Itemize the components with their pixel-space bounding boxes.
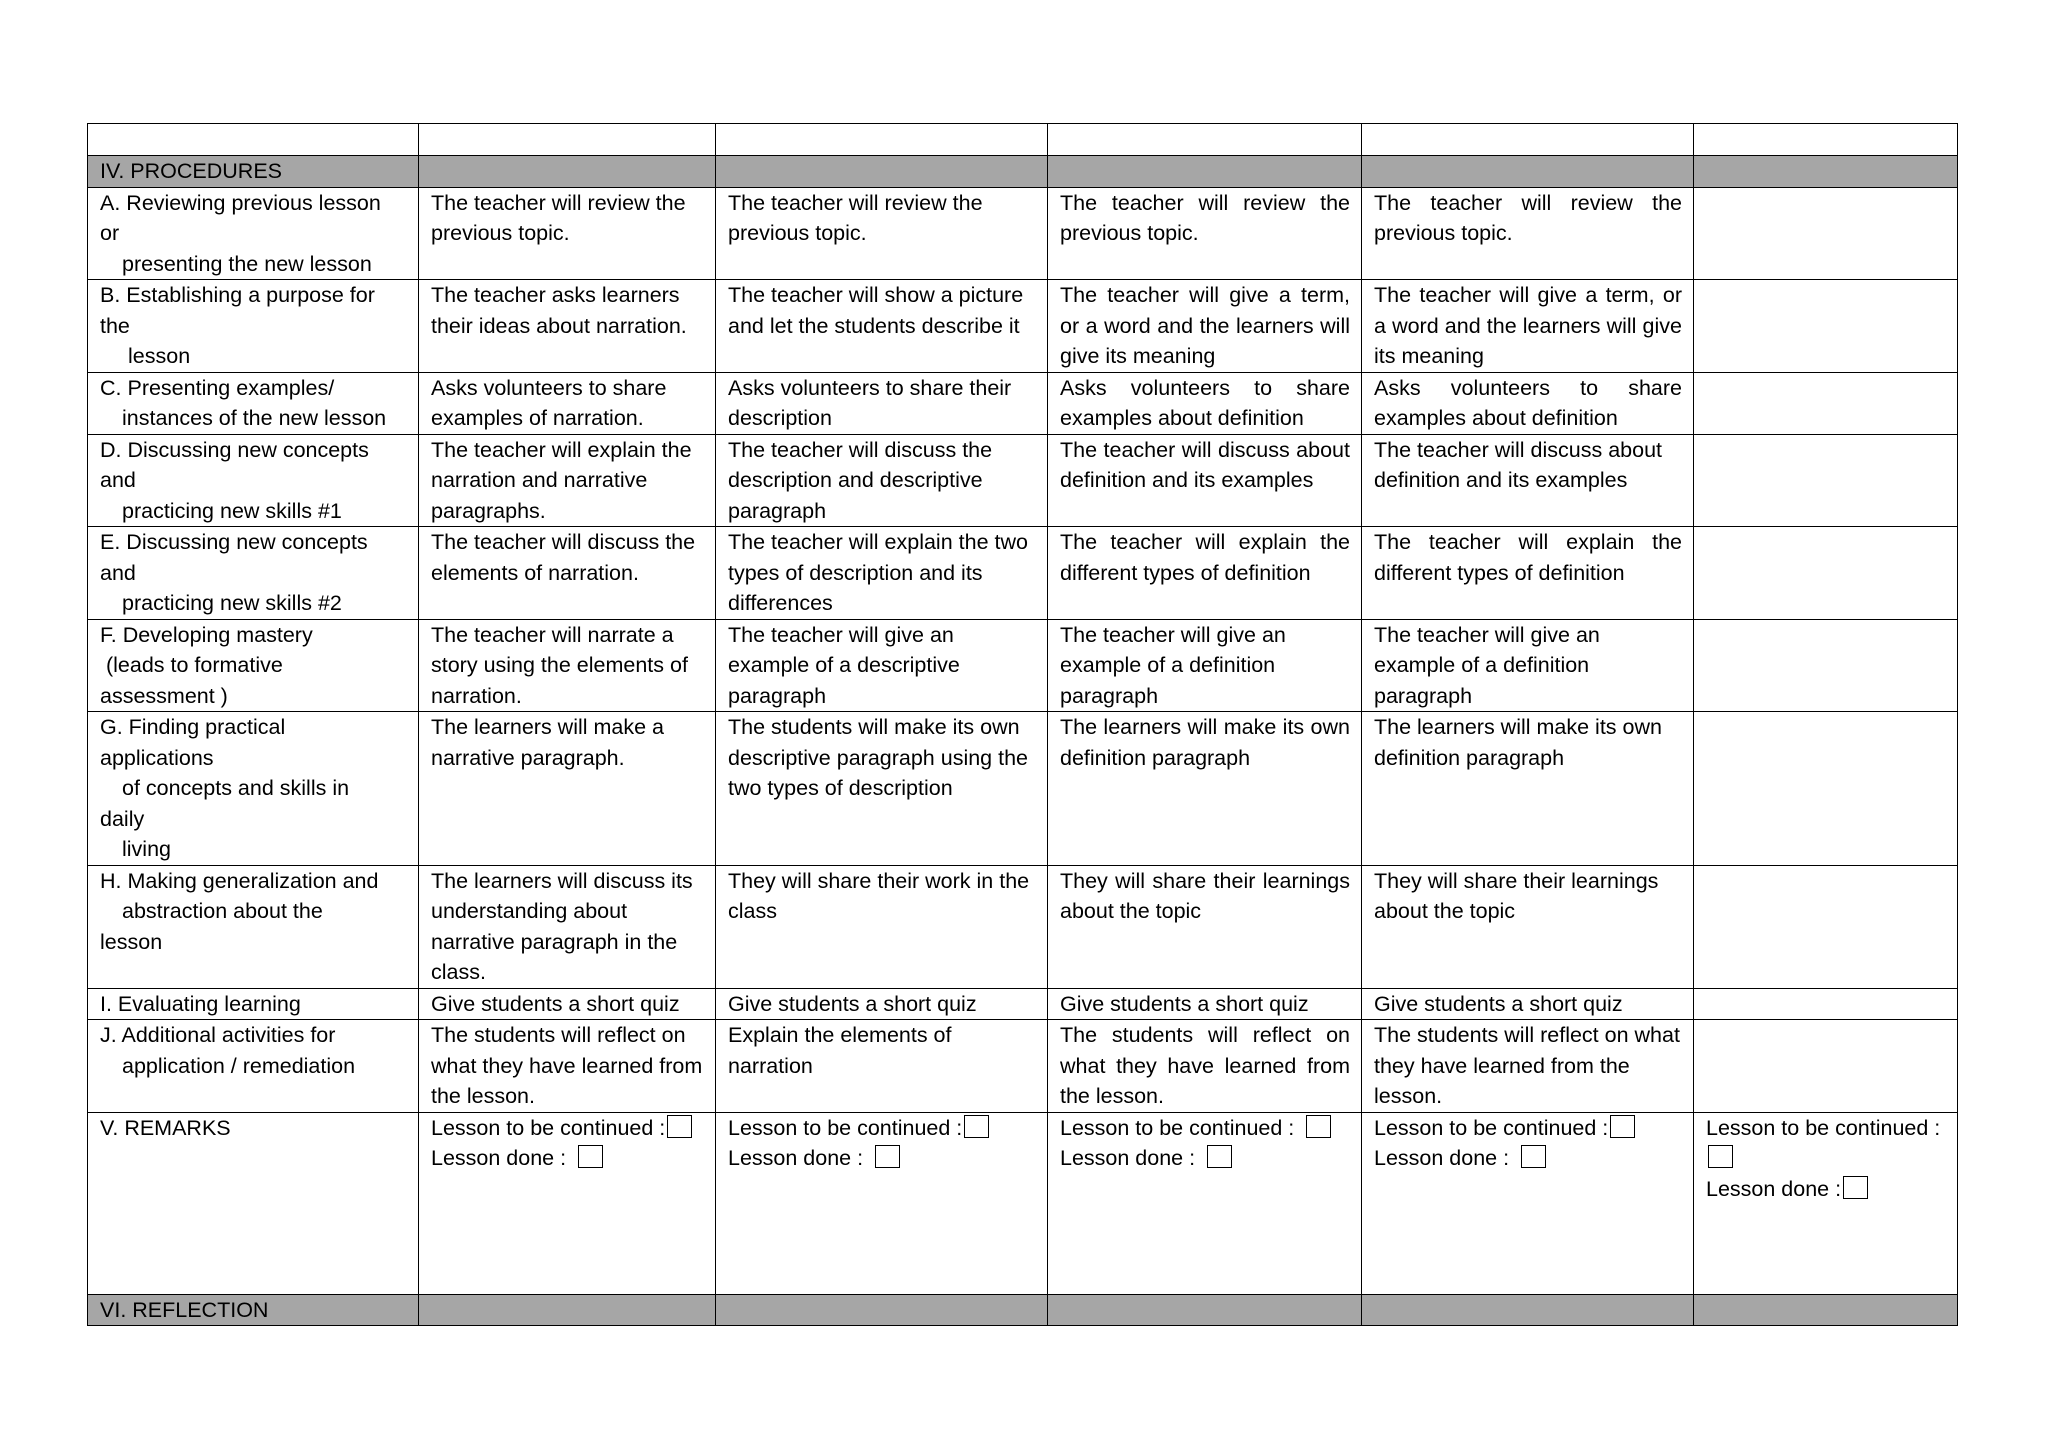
table-cell: The teacher asks learners their ideas about narration.	[419, 280, 716, 373]
table-cell	[1694, 865, 1958, 988]
table-row	[88, 434, 1958, 527]
table-row	[88, 527, 1958, 620]
table-row	[88, 1020, 1958, 1113]
lesson-continued-checkbox[interactable]	[1306, 1115, 1331, 1138]
table-row	[88, 988, 1958, 1020]
remarks-cell	[1048, 1112, 1362, 1294]
table-cell: The teacher will review the previous topic.	[1362, 187, 1694, 280]
table-cell: The teacher will narrate a story using the elements of narration.	[419, 619, 716, 712]
table-cell: The teacher will give a term, or a word and the learners will give its meaning	[1362, 280, 1694, 373]
table-cell: The teacher will explain the narration and narrative paragraphs.	[419, 434, 716, 527]
lesson-done-checkbox[interactable]	[1521, 1145, 1546, 1168]
lesson-done-checkbox[interactable]	[875, 1145, 900, 1168]
table-cell	[419, 124, 716, 156]
table-cell: The teacher will discuss the description and descriptive paragraph	[716, 434, 1048, 527]
remarks-cell	[1694, 1112, 1958, 1294]
table-cell	[1694, 619, 1958, 712]
table-cell	[1048, 124, 1362, 156]
reflection-heading: VI. REFLECTION	[88, 1294, 419, 1326]
table-cell: The students will make its own descriptive paragraph using the two types of description	[716, 712, 1048, 866]
row-label: H. Making generalization and abstraction about the lesson	[88, 865, 419, 988]
procedures-heading: IV. PROCEDURES	[88, 156, 419, 188]
blank-header-row	[88, 124, 1958, 156]
remarks-cell	[716, 1112, 1048, 1294]
table-cell: The teacher will discuss the elements of narration.	[419, 527, 716, 620]
table-cell: The teacher will discuss about definition and its examples	[1048, 434, 1362, 527]
table-cell: Give students a short quiz	[419, 988, 716, 1020]
row-label: B. Establishing a purpose for the lesson	[88, 280, 419, 373]
row-label: I. Evaluating learning	[88, 988, 419, 1020]
lesson-done-label: Lesson done :	[728, 1146, 864, 1170]
remarks-label: V. REMARKS	[88, 1112, 419, 1294]
table-cell	[1694, 434, 1958, 527]
table-cell: Give students a short quiz	[1362, 988, 1694, 1020]
daily-lesson-log-table	[87, 123, 1958, 1326]
lesson-done-label: Lesson done :	[1060, 1146, 1196, 1170]
table-cell: Give students a short quiz	[1048, 988, 1362, 1020]
table-row	[88, 372, 1958, 434]
table-cell: Asks volunteers to share examples about definition	[1048, 372, 1362, 434]
lesson-continued-checkbox[interactable]	[964, 1115, 989, 1138]
lesson-continued-label: Lesson to be continued :	[1374, 1115, 1609, 1140]
remarks-cell	[419, 1112, 716, 1294]
table-cell	[1694, 124, 1958, 156]
procedures-heading-row	[88, 156, 1958, 188]
table-cell: Asks volunteers to share examples of narration.	[419, 372, 716, 434]
lesson-continued-checkbox[interactable]	[667, 1115, 692, 1138]
table-cell: The learners will make its own definition paragraph	[1362, 712, 1694, 866]
table-row	[88, 187, 1958, 280]
table-cell: Give students a short quiz	[716, 988, 1048, 1020]
row-label: D. Discussing new concepts and practicing new skills #1	[88, 434, 419, 527]
lesson-continued-label: Lesson to be continued :	[431, 1115, 666, 1140]
table-row	[88, 865, 1958, 988]
row-label: C. Presenting examples/ instances of the new lesson	[88, 372, 419, 434]
table-cell: The students will reflect on what they have learned from the lesson.	[1048, 1020, 1362, 1113]
table-cell	[1694, 1020, 1958, 1113]
table-cell	[1694, 372, 1958, 434]
table-cell: The teacher will give a term, or a word and the learners will give its meaning	[1048, 280, 1362, 373]
table-cell	[1694, 187, 1958, 280]
table-cell: Asks volunteers to share their description	[716, 372, 1048, 434]
row-label: A. Reviewing previous lesson or presenting the new lesson	[88, 187, 419, 280]
table-cell: The teacher will give an example of a definition paragraph	[1362, 619, 1694, 712]
reflection-heading-row	[88, 1294, 1958, 1326]
table-cell	[1694, 712, 1958, 866]
table-cell: The students will reflect on what they have learned from the lesson.	[1362, 1020, 1694, 1113]
table-cell: The teacher will review the previous topic.	[419, 187, 716, 280]
table-cell: The learners will make a narrative paragraph.	[419, 712, 716, 866]
table-cell: The teacher will explain the two types of description and its differences	[716, 527, 1048, 620]
lesson-done-checkbox[interactable]	[578, 1145, 603, 1168]
lesson-done-label: Lesson done :	[431, 1146, 567, 1170]
lesson-continued-label: Lesson to be continued :	[1060, 1115, 1295, 1140]
table-cell: The teacher will discuss about definition and its examples	[1362, 434, 1694, 527]
lesson-done-checkbox[interactable]	[1207, 1145, 1232, 1168]
lesson-continued-checkbox[interactable]	[1610, 1115, 1635, 1138]
table-cell	[88, 124, 419, 156]
table-cell: The teacher will explain the different types of definition	[1362, 527, 1694, 620]
table-cell: The teacher will show a picture and let the students describe it	[716, 280, 1048, 373]
table-cell: The teacher will give an example of a descriptive paragraph	[716, 619, 1048, 712]
lesson-done-label: Lesson done :	[1706, 1176, 1842, 1201]
lesson-continued-label: Lesson to be continued :	[728, 1115, 963, 1140]
table-cell: The teacher will explain the different types of definition	[1048, 527, 1362, 620]
lesson-done-label: Lesson done :	[1374, 1146, 1510, 1170]
table-cell: Explain the elements of narration	[716, 1020, 1048, 1113]
remarks-row	[88, 1112, 1958, 1294]
table-row	[88, 619, 1958, 712]
table-row	[88, 280, 1958, 373]
row-label: J. Additional activities for application / remediation	[88, 1020, 419, 1113]
row-label: F. Developing mastery (leads to formative assessment )	[88, 619, 419, 712]
remarks-cell	[1362, 1112, 1694, 1294]
table-cell: The teacher will review the previous topic.	[1048, 187, 1362, 280]
table-cell	[1694, 988, 1958, 1020]
table-cell: The teacher will give an example of a definition paragraph	[1048, 619, 1362, 712]
table-cell	[1694, 527, 1958, 620]
table-cell: They will share their learnings about the topic	[1362, 865, 1694, 988]
table-cell: The learners will discuss its understanding about narrative paragraph in the class.	[419, 865, 716, 988]
table-cell: The learners will make its own definition paragraph	[1048, 712, 1362, 866]
table-cell: They will share their work in the class	[716, 865, 1048, 988]
lesson-continued-label: Lesson to be continued :	[1706, 1115, 1941, 1140]
table-cell: Asks volunteers to share examples about definition	[1362, 372, 1694, 434]
table-cell: The teacher will review the previous topic.	[716, 187, 1048, 280]
lesson-done-checkbox[interactable]	[1843, 1176, 1868, 1199]
table-cell	[716, 124, 1048, 156]
table-cell	[1362, 124, 1694, 156]
table-cell: They will share their learnings about the topic	[1048, 865, 1362, 988]
table-cell: The students will reflect on what they have learned from the lesson.	[419, 1020, 716, 1113]
table-cell	[1694, 280, 1958, 373]
lesson-continued-checkbox[interactable]	[1708, 1145, 1733, 1168]
row-label: G. Finding practical applications of concepts and skills in daily living	[88, 712, 419, 866]
row-label: E. Discussing new concepts and practicing new skills #2	[88, 527, 419, 620]
table-row	[88, 712, 1958, 866]
